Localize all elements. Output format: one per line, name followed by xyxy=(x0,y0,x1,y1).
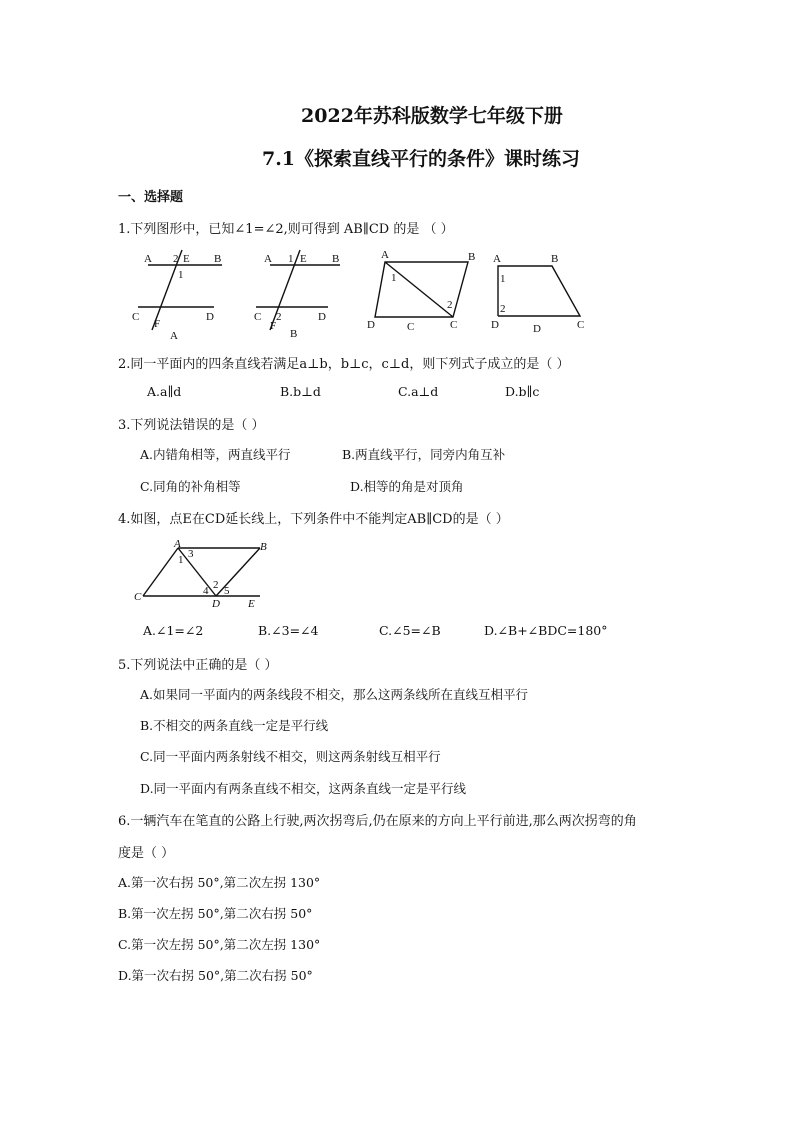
fig-label: 1 xyxy=(288,253,294,265)
fig-label: F xyxy=(154,318,161,330)
fig-line xyxy=(385,262,453,317)
q1-figure-b xyxy=(250,248,350,343)
fig-label: 1 xyxy=(178,554,184,566)
section-heading: 一、选择题 xyxy=(118,190,184,205)
question-5-stem: 5.下列说法中正确的是（ ） xyxy=(118,658,278,673)
document-title: 2022年苏科版数学七年级下册 xyxy=(301,105,563,127)
fig-label: 2 xyxy=(213,579,219,591)
fig-line-ad xyxy=(178,548,216,596)
question-3-stem: 3.下列说法错误的是（ ） xyxy=(118,418,265,433)
q4-option-c: C.∠5=∠B xyxy=(379,623,441,638)
q6-option-a: A.第一次右拐 50°,第二次左拐 130° xyxy=(118,875,321,890)
fig-label: 5 xyxy=(224,585,230,597)
fig-label: 2 xyxy=(500,303,506,315)
fig-label: 1 xyxy=(391,272,397,284)
q6-option-c: C.第一次左拐 50°,第二次左拐 130° xyxy=(118,937,321,952)
q2-option-a: A.a∥d xyxy=(147,384,182,399)
fig-label: A xyxy=(493,253,501,265)
q2-option-b: B.b⊥d xyxy=(280,384,321,399)
fig-line xyxy=(270,250,300,330)
fig-label: B xyxy=(214,253,222,265)
q2-option-c: C.a⊥d xyxy=(398,384,439,399)
question-1-stem: 1.下列图形中，已知∠1=∠2,则可得到 AB∥CD 的是 （ ） xyxy=(118,222,454,237)
fig-label: C xyxy=(254,311,262,323)
fig-line-bd xyxy=(216,548,260,596)
fig-label: 2 xyxy=(173,253,179,265)
q6-option-b: B.第一次左拐 50°,第二次右拐 50° xyxy=(118,906,313,921)
fig-label: D xyxy=(212,598,220,610)
question-6-stem: 6.一辆汽车在笔直的公路上行驶,两次拐弯后,仍在原来的方向上平行前进,那么两次拐弯的角 xyxy=(118,814,637,829)
q4-option-a: A.∠1=∠2 xyxy=(143,623,204,638)
fig-label: D xyxy=(206,311,214,323)
q6-option-d: D.第一次右拐 50°,第二次右拐 50° xyxy=(118,968,313,983)
fig-label: 1 xyxy=(178,269,184,281)
q3-option-a: A.内错角相等，两直线平行 xyxy=(140,447,291,462)
fig-label: C xyxy=(132,311,140,323)
q1-figure-a xyxy=(130,248,230,343)
fig-label: 2 xyxy=(447,299,453,311)
q1-figure-c xyxy=(365,248,480,343)
fig-label: F xyxy=(270,320,277,332)
fig-label: 4 xyxy=(203,585,209,597)
fig-label: D xyxy=(318,311,326,323)
fig-label: E xyxy=(300,253,307,265)
fig-label: A xyxy=(174,538,181,550)
fig-label: C xyxy=(134,591,142,603)
question-2-stem: 2.同一平面内的四条直线若满足a⊥b，b⊥c，c⊥d，则下列式子成立的是（ ） xyxy=(118,357,570,372)
q5-option-b: B.不相交的两条直线一定是平行线 xyxy=(140,718,329,733)
fig-label: A xyxy=(381,249,389,261)
fig-label: C xyxy=(577,319,585,331)
fig-label: A xyxy=(264,253,272,265)
figure-caption: B xyxy=(290,328,298,340)
fig-label: 3 xyxy=(188,548,194,560)
fig-label: A xyxy=(144,253,152,265)
fig-label: B xyxy=(332,253,340,265)
question-4-stem: 4.如图，点E在CD延长线上，下列条件中不能判定AB∥CD的是（ ） xyxy=(118,512,509,527)
fig-label: B xyxy=(551,253,559,265)
question-6-stem-continued: 度是（ ） xyxy=(118,846,175,861)
q4-option-d: D.∠B+∠BDC=180° xyxy=(484,623,608,638)
fig-label: B xyxy=(468,251,476,263)
fig-label: 1 xyxy=(500,273,506,285)
fig-label: 2 xyxy=(276,311,282,323)
figure-caption: D xyxy=(533,323,541,335)
q3-option-c: C.同角的补角相等 xyxy=(140,479,241,494)
q2-option-d: D.b∥c xyxy=(505,384,540,399)
figure-caption: C xyxy=(407,321,415,333)
q3-option-b: B.两直线平行，同旁内角互补 xyxy=(342,447,506,462)
fig-label: D xyxy=(491,319,499,331)
fig-label: D xyxy=(367,319,375,331)
q4-option-b: B.∠3=∠4 xyxy=(258,623,319,638)
fig-shape xyxy=(375,262,468,317)
fig-shape xyxy=(498,266,580,316)
figure-caption: A xyxy=(170,330,178,342)
fig-label: E xyxy=(248,598,255,610)
q4-figure xyxy=(130,540,275,610)
q1-figure-d xyxy=(485,248,590,343)
fig-line-ac xyxy=(143,548,178,596)
fig-label: E xyxy=(183,253,190,265)
q5-option-d: D.同一平面内有两条直线不相交，这两条直线一定是平行线 xyxy=(140,781,467,796)
fig-label: B xyxy=(260,541,267,553)
fig-label: C xyxy=(450,319,458,331)
q3-option-d: D.相等的角是对顶角 xyxy=(350,479,464,494)
document-subtitle: 7.1《探索直线平行的条件》课时练习 xyxy=(261,148,581,170)
q5-option-a: A.如果同一平面内的两条线段不相交，那么这两条线所在直线互相平行 xyxy=(140,687,529,702)
q5-option-c: C.同一平面内两条射线不相交，则这两条射线互相平行 xyxy=(140,749,441,764)
